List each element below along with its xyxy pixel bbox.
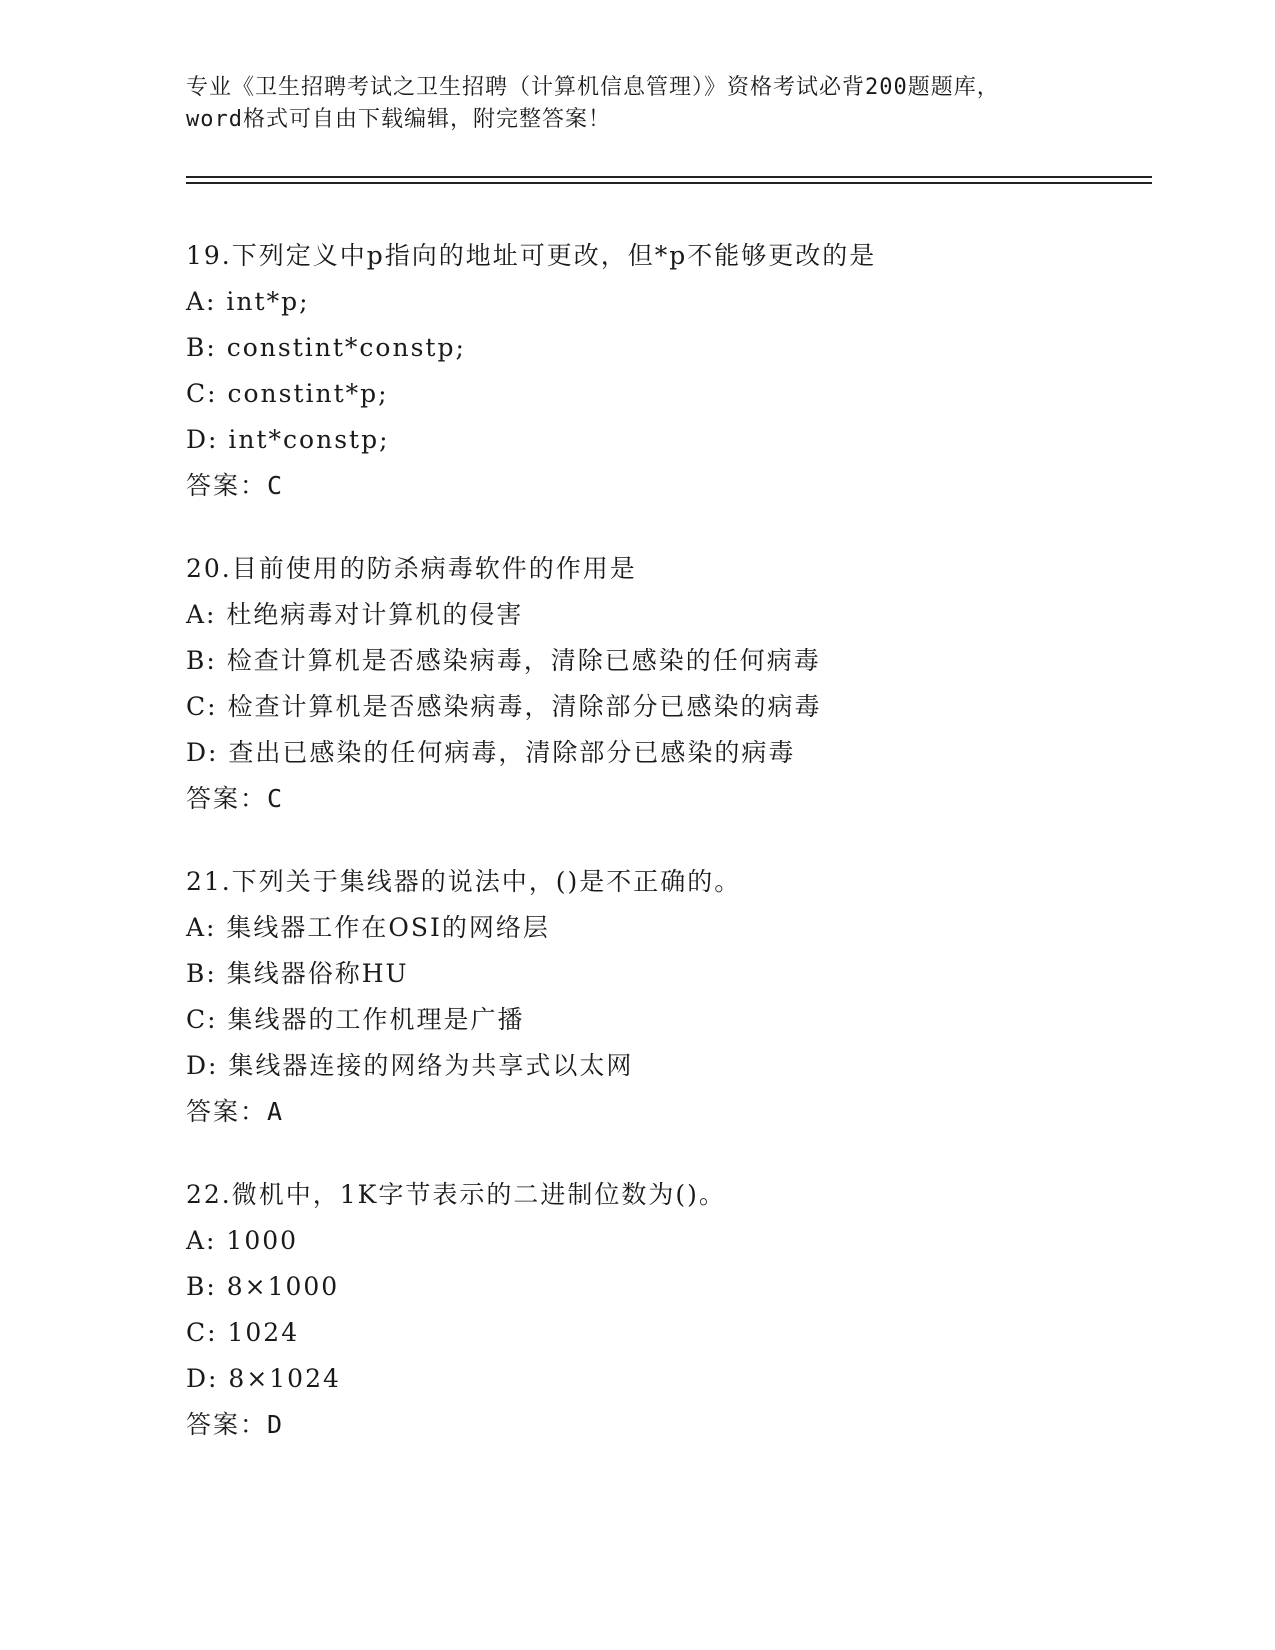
question-list: [186, 238, 1146, 1490]
option-a: A: 1000: [186, 1226, 299, 1255]
document-header: [186, 72, 1086, 136]
option-d: D: int*constp;: [186, 425, 390, 454]
answer-line: 答案：D: [186, 1410, 285, 1439]
option-d: D: 查出已感染的任何病毒，清除部分已感染的病毒: [186, 738, 796, 767]
option-c: C: 1024: [186, 1318, 300, 1347]
header-divider-top: [186, 176, 1152, 178]
option-a: A: int*p;: [186, 287, 310, 316]
header-line-1: 专业《卫生招聘考试之卫生招聘（计算机信息管理）》资格考试必背200题题库，: [186, 75, 1000, 100]
option-a: A: 杜绝病毒对计算机的侵害: [186, 600, 524, 629]
option-a: A: 集线器工作在OSI的网络层: [186, 913, 550, 942]
question-20: [186, 551, 1146, 821]
question-21: [186, 864, 1146, 1134]
option-b: B: 集线器俗称HU: [186, 959, 409, 988]
header-line-2: word格式可自由下载编辑，附完整答案！: [186, 107, 611, 132]
question-19: [186, 238, 1146, 508]
question-title: 20.目前使用的防杀病毒软件的作用是: [186, 554, 637, 583]
option-b: B: 检查计算机是否感染病毒，清除已感染的任何病毒: [186, 646, 821, 675]
question-title: 21.下列关于集线器的说法中，()是不正确的。: [186, 867, 742, 896]
option-c: C: constint*p;: [186, 379, 389, 408]
option-b: B: 8×1000: [186, 1272, 340, 1301]
option-d: D: 8×1024: [186, 1364, 341, 1393]
question-title: 19.下列定义中p指向的地址可更改，但*p不能够更改的是: [186, 241, 877, 270]
option-c: C: 检查计算机是否感染病毒，清除部分已感染的病毒: [186, 692, 822, 721]
option-c: C: 集线器的工作机理是广播: [186, 1005, 525, 1034]
question-22: [186, 1177, 1146, 1447]
option-b: B: constint*constp;: [186, 333, 466, 362]
answer-line: 答案：C: [186, 471, 285, 500]
header-divider-bottom: [186, 182, 1152, 184]
answer-line: 答案：A: [186, 1097, 285, 1126]
answer-line: 答案：C: [186, 784, 285, 813]
option-d: D: 集线器连接的网络为共享式以太网: [186, 1051, 634, 1080]
question-title: 22.微机中，1K字节表示的二进制位数为()。: [186, 1180, 726, 1209]
